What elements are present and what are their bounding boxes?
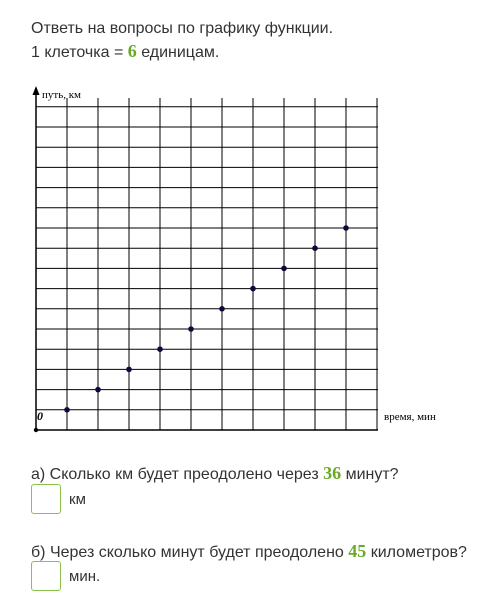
function-graph (0, 80, 497, 440)
y-axis-arrow (33, 86, 40, 95)
data-point (188, 326, 194, 332)
question-b-text: б) Через сколько минут будет преодолено (31, 544, 349, 561)
scale-note (31, 40, 333, 64)
chart-axes (33, 86, 379, 432)
question-a (31, 462, 399, 486)
data-point (281, 266, 287, 272)
answer-b-unit: мин. (69, 567, 101, 585)
chart-points (64, 225, 349, 412)
data-point (250, 286, 256, 292)
scale-prefix: 1 клеточка = (31, 44, 128, 61)
instruction-text: Ответь на вопросы по графику функции. (31, 20, 334, 37)
question-a-text: а) Сколько км будет преодолено через (31, 466, 324, 483)
data-point (64, 407, 70, 413)
scale-suffix: единицам. (136, 44, 220, 61)
data-point (343, 225, 349, 231)
data-point (219, 306, 225, 312)
question-a-suffix: минут? (341, 466, 399, 483)
origin-label: 0 (37, 409, 43, 423)
data-point (157, 346, 163, 352)
data-point (126, 367, 132, 373)
answer-b-row (31, 561, 100, 591)
question-a-number: 36 (323, 463, 342, 483)
task-instructions (31, 18, 333, 64)
x-axis-label: время, мин (384, 411, 436, 423)
y-axis-label: путь, км (42, 89, 82, 101)
answer-a-row (31, 484, 86, 514)
question-b-number: 45 (348, 541, 367, 561)
data-point (312, 245, 318, 251)
scale-number: 6 (127, 41, 137, 61)
chart-grid (36, 98, 378, 430)
answer-b-input[interactable] (31, 561, 61, 591)
answer-a-input[interactable] (31, 484, 61, 514)
origin-dot (34, 428, 38, 432)
question-b-suffix: километров? (366, 544, 467, 561)
answer-a-unit: км (69, 490, 86, 508)
data-point (95, 387, 101, 393)
